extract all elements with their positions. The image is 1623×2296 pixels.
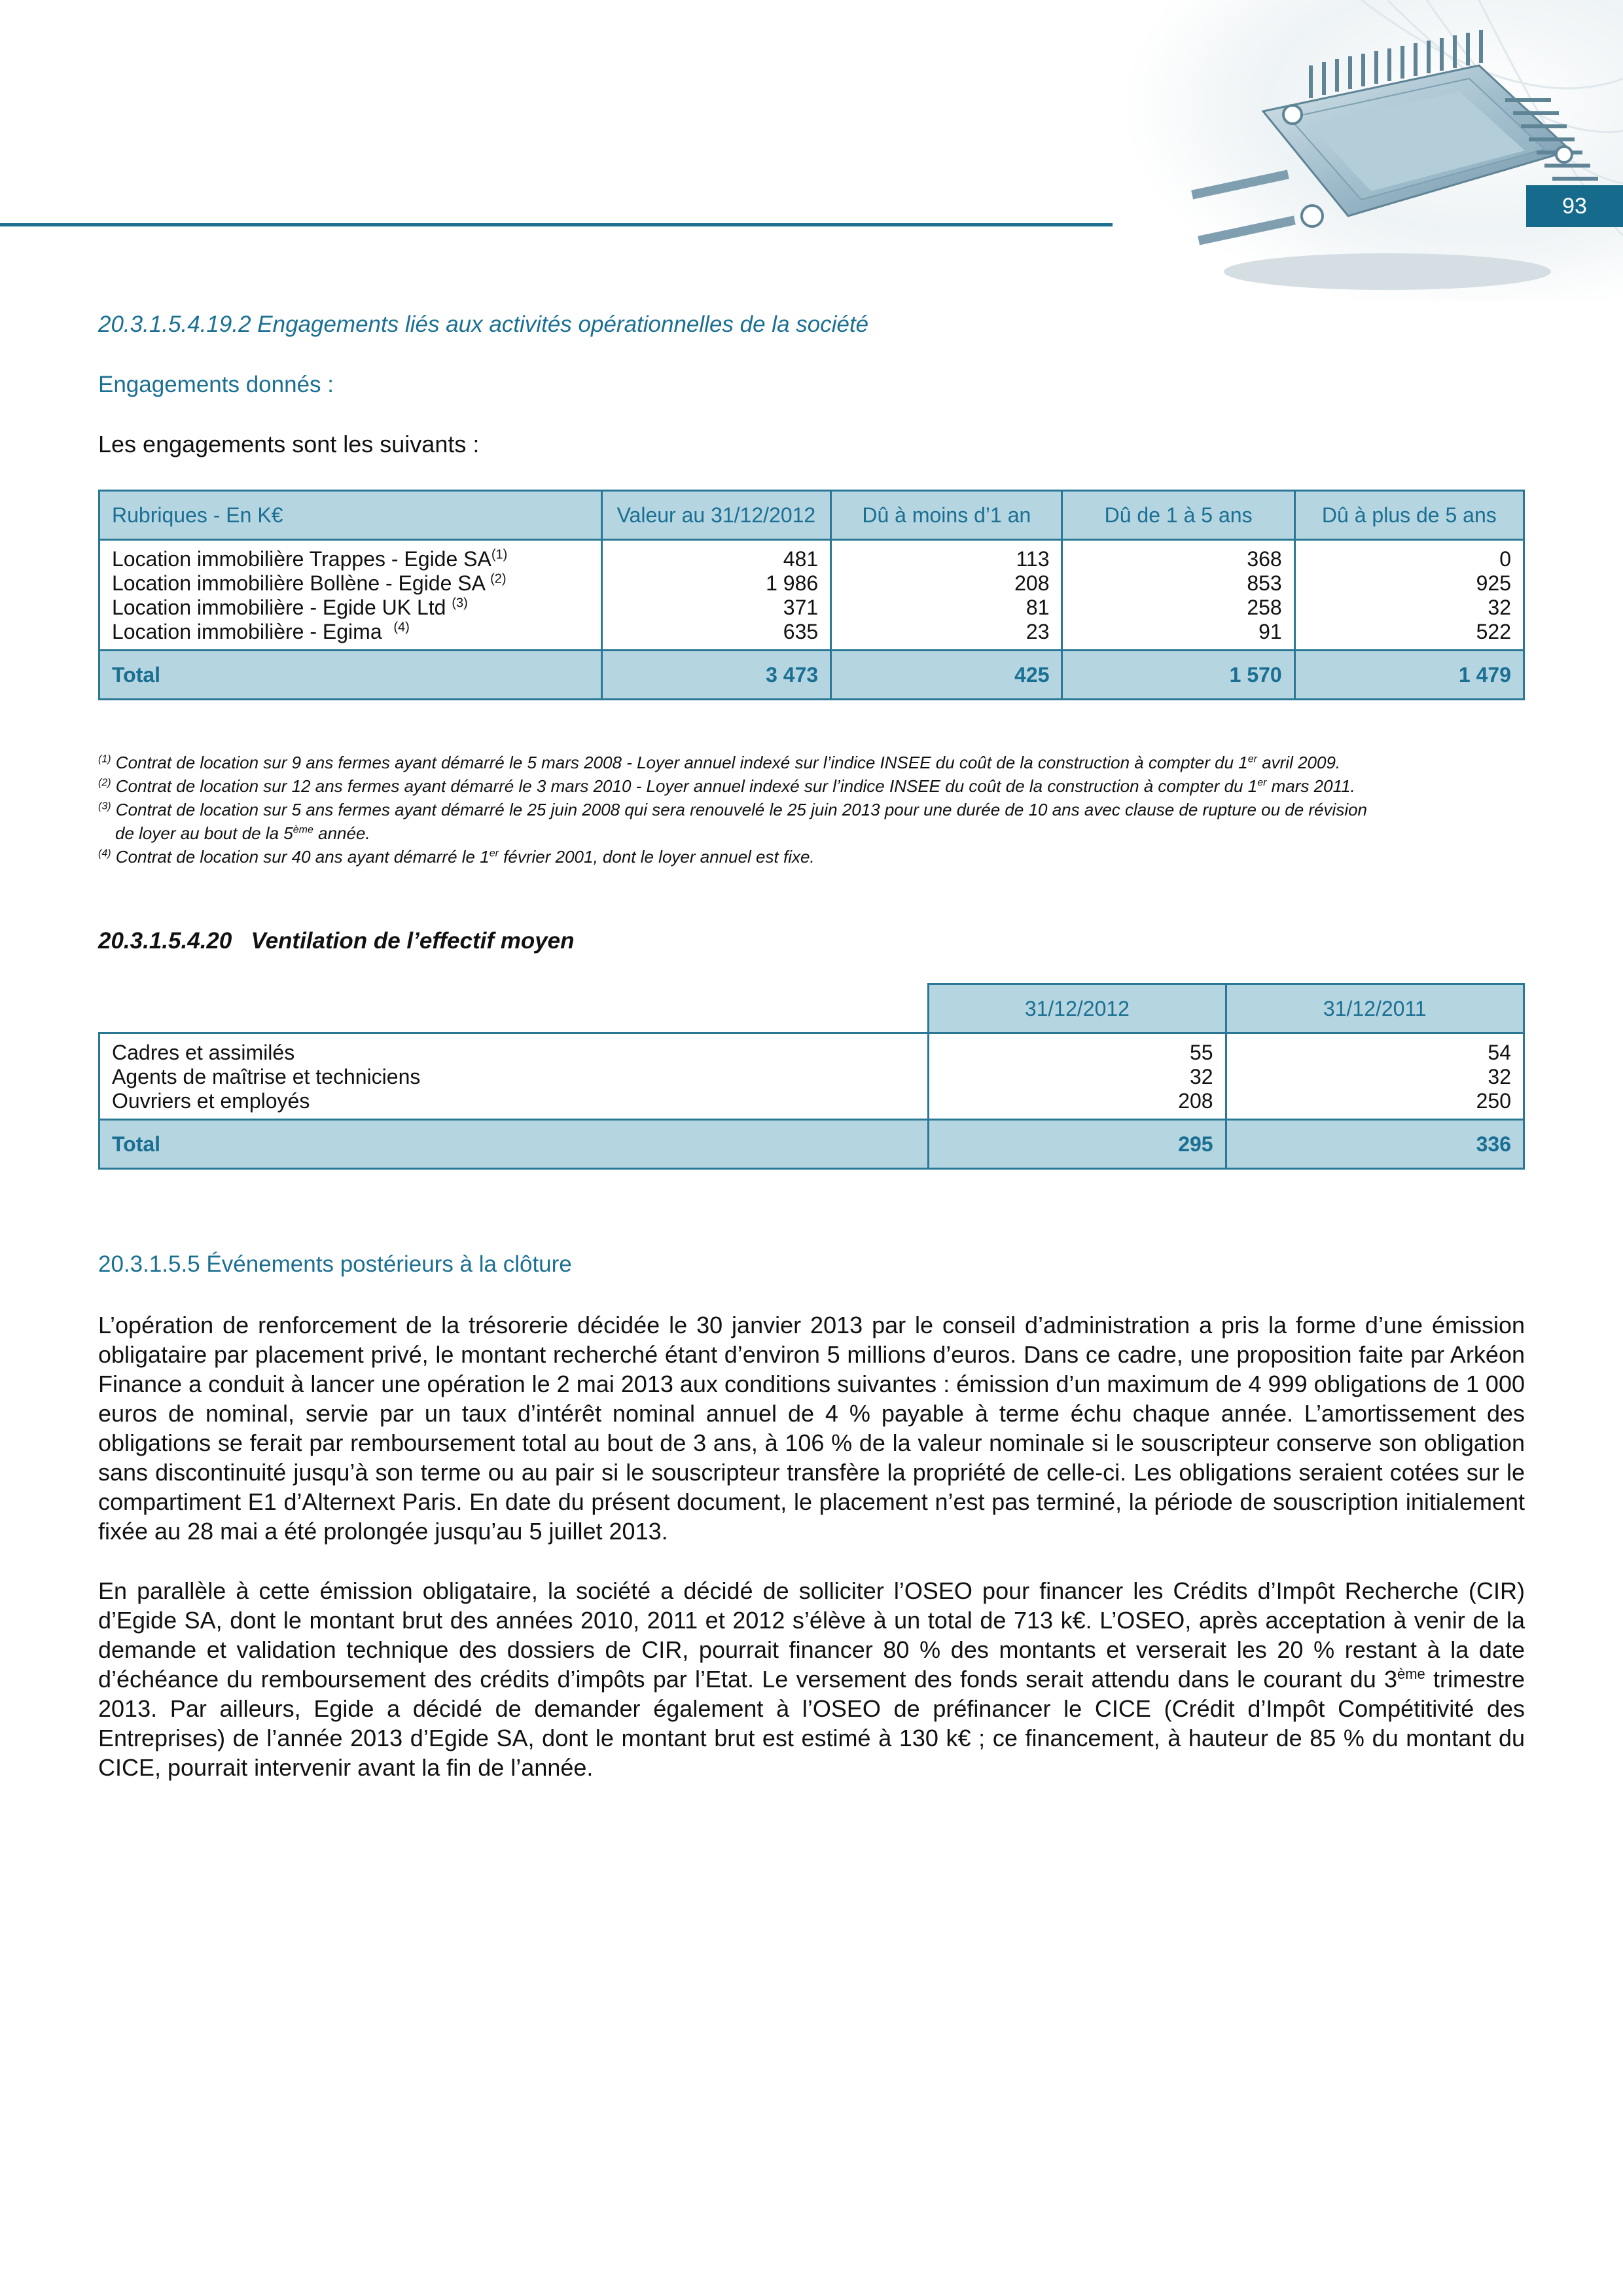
section-title-engagements: 20.3.1.5.4.19.2 Engagements liés aux activités opérationnelles de la société bbox=[98, 312, 869, 337]
staff-header-row bbox=[99, 984, 1524, 1033]
total-value: 336 bbox=[1226, 1120, 1524, 1169]
total-value: 1 479 bbox=[1294, 651, 1524, 700]
cell-value: 81 bbox=[1026, 596, 1050, 619]
commitments-total-row bbox=[99, 651, 1524, 700]
cell-value: 522 bbox=[1476, 620, 1511, 643]
paragraph-oseo: En parallèle à cette émission obligataire, la société a décidé de solliciter l’OSEO pour financer les Crédits d’Impôt Recherche (CIR) d’Egide SA, dont le montant brut des années 2010, 2011 et 2012 s’élève à un total de 713 k€. L’OSEO, après acceptation à venir de la demande et validation technique des dossiers de CIR, pourrait financer 80 % des montants et verserait les 20 % restant à la date d’échéance du remboursement des crédits d’impôts par l’Etat. Le versement des fonds serait attendu dans le courant du 3ème trimestre 2013. Par ailleurs, Egide a décidé de demander également à l’OSEO de préfinancer le CICE (Crédit d’Impôt Compétitivité des Entreprises) de l’année 2013 d’Egide SA, dont le montant brut est estimé à 130 k€ ; ce financement, à hauteur de 85 % du montant du CICE, pourrait intervenir avant la fin de l’année. bbox=[98, 1577, 1525, 1781]
section-title-effectif bbox=[98, 928, 575, 954]
header-1-a-5-ans: Dû de 1 à 5 ans bbox=[1062, 491, 1294, 540]
col-1-a-5-ans bbox=[1062, 540, 1294, 651]
cell-value: 32 bbox=[1190, 1065, 1213, 1088]
table-row-label: Location immobilière Trappes - Egide SA$^{(1)}$ bbox=[112, 547, 508, 571]
page-number-box bbox=[1526, 185, 1623, 227]
cell-value: 54 bbox=[1488, 1041, 1511, 1064]
cell-value: 91 bbox=[1258, 620, 1282, 643]
table-row-label: Ouvriers et employés bbox=[112, 1089, 310, 1113]
table-row-label: Agents de maîtrise et techniciens bbox=[112, 1065, 421, 1088]
cell-value: 250 bbox=[1476, 1089, 1511, 1113]
col-2012 bbox=[929, 1033, 1226, 1120]
subtitle-engagements-donnes: Engagements donnés : bbox=[98, 372, 334, 397]
header-plus-5-ans: Dû à plus de 5 ans bbox=[1294, 491, 1524, 540]
total-value: 1 570 bbox=[1062, 651, 1294, 700]
total-label: Total bbox=[99, 1120, 929, 1169]
cell-value: 925 bbox=[1476, 571, 1511, 595]
header-2012: 31/12/2012 bbox=[929, 984, 1226, 1033]
footnote: $^{(1)}$ Contrat de location sur 9 ans fermes ayant démarré le 5 mars 2008 - Loyer annuel indexé sur l’indice INSEE du coût de la construction à compter du 1er avril 2009. bbox=[98, 753, 1341, 772]
table-row-label: Location immobilière - Egima $^{(4)}$ bbox=[112, 620, 410, 643]
col-plus-5-ans bbox=[1294, 540, 1524, 651]
cell-value: 635 bbox=[783, 620, 819, 643]
col-moins-1-an bbox=[831, 540, 1062, 651]
cell-value: 481 bbox=[783, 547, 819, 571]
cell-value: 113 bbox=[1016, 547, 1050, 571]
cell-value: 0 bbox=[1499, 547, 1511, 571]
cell-value: 853 bbox=[1247, 571, 1282, 595]
header-valeur: Valeur au 31/12/2012 bbox=[601, 491, 831, 540]
col-valeur bbox=[601, 540, 831, 651]
table-row-label: Location immobilière Bollène - Egide SA $^{(2)}$ bbox=[112, 571, 507, 595]
table-row-label: Location immobilière - Egide UK Ltd $^{(3)}$ bbox=[112, 596, 468, 619]
header-rule bbox=[0, 223, 1114, 226]
cell-value: 208 bbox=[1014, 571, 1050, 595]
cell-value: 32 bbox=[1488, 1065, 1511, 1088]
staff-body bbox=[99, 1033, 1524, 1120]
staff-table bbox=[98, 983, 1525, 1170]
header-moins-1-an: Dû à moins d’1 an bbox=[831, 491, 1062, 540]
paragraph-bond-issue: L’opération de renforcement de la trésorerie décidée le 30 janvier 2013 par le conseil d’administration a pris la forme d’une émission obligataire par placement privé, le montant recherché étant d’environ 5 millions d’euros. Dans ce cadre, une proposition faite par Arkéon Finance a conduit à lancer une opération le 2 mai 2013 aux conditions suivantes : émission d’un maximum de 4 999 obligations de 1 000 euros de nominal, servie par un taux d’intérêt nominal annuel de 4 % payable à terme échu chaque année. L’amortissement des obligations se ferait par remboursement total au bout de 3 ans, à 106 % de la valeur nominale si le souscripteur conserve son obligation sans discontinuité jusqu’à son terme ou au pair si le souscripteur transfère la propriété de celle-ci. Les obligations seraient cotées sur le compartiment E1 d’Alternext Paris. En date du présent document, le placement n’est pas terminé, la période de souscription initialement fixée au 28 mai a été prolongée jusqu’au 5 juillet 2013. bbox=[98, 1312, 1525, 1545]
total-value: 3 473 bbox=[601, 651, 831, 700]
cell-value: 208 bbox=[1178, 1089, 1213, 1113]
header-2011: 31/12/2011 bbox=[1226, 984, 1524, 1033]
cell-value: 23 bbox=[1026, 620, 1050, 643]
cell-value: 32 bbox=[1488, 596, 1511, 619]
section-number: 20.3.1.5.4.20 bbox=[98, 928, 232, 954]
staff-labels bbox=[99, 1033, 929, 1120]
total-value: 295 bbox=[929, 1120, 1226, 1169]
header-rubriques: Rubriques - En K€ bbox=[99, 491, 602, 540]
section-text: Ventilation de l’effectif moyen bbox=[251, 928, 575, 954]
total-label: Total bbox=[99, 651, 602, 700]
component-illustration bbox=[1113, 0, 1623, 301]
commitments-table bbox=[98, 490, 1525, 700]
table-row-label: Cadres et assimilés bbox=[112, 1041, 295, 1064]
commitments-header-row bbox=[99, 491, 1524, 540]
footnotes bbox=[98, 751, 1525, 869]
footnote: $^{(4)}$ Contrat de location sur 40 ans ayant démarré le 1er février 2001, dont le loyer annuel est fixe. bbox=[98, 847, 815, 867]
staff-header-blank bbox=[99, 984, 929, 1033]
footnote: $^{(2)}$ Contrat de location sur 12 ans fermes ayant démarré le 3 mars 2010 - Loyer annuel indexé sur l’indice INSEE du coût de la construction à compter du 1er mars 2011. bbox=[98, 776, 1355, 796]
page-number: 93 bbox=[1562, 193, 1587, 219]
section-title-events: 20.3.1.5.5 Événements postérieurs à la clôture bbox=[98, 1251, 572, 1277]
total-value: 425 bbox=[831, 651, 1062, 700]
footnote-continuation: de loyer au bout de la 5ème année. bbox=[115, 823, 370, 843]
cell-value: 1 986 bbox=[766, 571, 819, 595]
commitment-labels bbox=[99, 540, 602, 651]
cell-value: 258 bbox=[1247, 596, 1282, 619]
footnote: $^{(3)}$ Contrat de location sur 5 ans fermes ayant démarré le 25 juin 2008 qui sera renouvelé le 25 juin 2013 pour une durée de 10 ans avec clause de rupture ou de révision bbox=[98, 800, 1368, 819]
cell-value: 55 bbox=[1190, 1041, 1213, 1064]
col-2011 bbox=[1226, 1033, 1524, 1120]
lead-text: Les engagements sont les suivants : bbox=[98, 431, 480, 457]
staff-total-row bbox=[99, 1120, 1524, 1169]
commitments-body bbox=[99, 540, 1524, 651]
cell-value: 371 bbox=[783, 596, 819, 619]
cell-value: 368 bbox=[1247, 547, 1282, 571]
